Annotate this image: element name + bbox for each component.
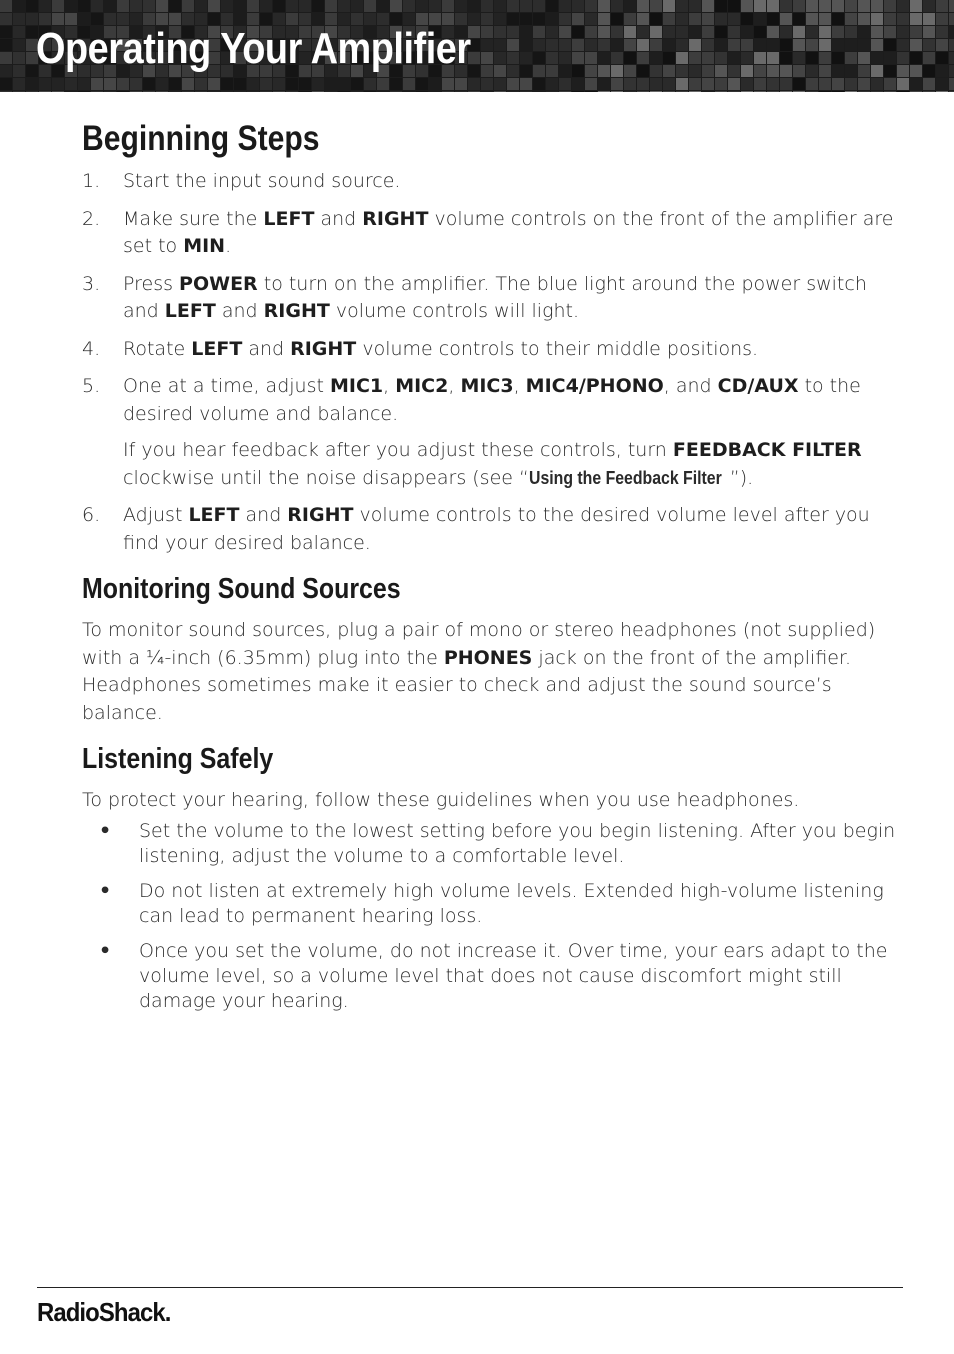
monitoring-heading: Monitoring Sound Sources bbox=[82, 573, 401, 605]
bullet-icon: • bbox=[99, 819, 112, 842]
listening-heading: Listening Safely bbox=[82, 743, 274, 775]
main-content bbox=[82, 114, 896, 1024]
beginning-steps-heading: Beginning Steps bbox=[82, 119, 320, 158]
step-item: 2. Make sure the LEFT and RIGHT volume controls on the front of the amplifier are set to MIN. bbox=[82, 207, 894, 257]
beginning-steps-list bbox=[82, 168, 896, 557]
step-item: 3. Press POWER to turn on the amplifier. The blue light around the power switch and LEFT and RIGHT volume controls will light. bbox=[82, 272, 867, 322]
step5-note: If you hear feedback after you adjust these controls, turn FEEDBACK FILTER clockwise until the noise disappears (see “Using the Feedback Filter ”). bbox=[123, 437, 896, 492]
list-item: • Do not listen at extremely high volume levels. Extended high-volume listening can lead to permanent hearing loss. bbox=[99, 879, 884, 927]
list-item: • Once you set the volume, do not increase it. Over time, your ears adapt to the volume level, so a volume level that does not cause discomfort might still damage your hearing. bbox=[99, 939, 888, 1012]
list-item: • Set the volume to the lowest setting before you begin listening. After you begin listening, adjust the volume to a comfortable level. bbox=[99, 819, 896, 867]
step-item: 4. Rotate LEFT and RIGHT volume controls to their middle positions. bbox=[82, 337, 759, 360]
step-item: 5. One at a time, adjust MIC1, MIC2, MIC3, MIC4/PHONO, and CD/AUX to the desired volume and balance. bbox=[82, 375, 861, 425]
step-item: 6. Adjust LEFT and RIGHT volume controls to the desired volume level after you find your desired balance. bbox=[82, 504, 870, 554]
listening-section bbox=[82, 739, 896, 1014]
listening-bullets bbox=[82, 819, 896, 1014]
header-banner bbox=[0, 0, 954, 92]
bullet-icon: • bbox=[99, 939, 112, 962]
listening-intro: To protect your hearing, follow these guidelines when you use headphones. bbox=[82, 789, 800, 811]
radioshack-logo: RadioShack. bbox=[37, 1297, 171, 1327]
step-item: 1. Start the input sound source. bbox=[82, 170, 401, 192]
monitoring-paragraph: To monitor sound sources, plug a pair of mono or stereo headphones (not supplied) with a ¼-inch (6.35mm) plug into the PHONES jack on the front of the amplifier. Headphones sometimes make it easier to check and adjust the sound source’s balance. bbox=[82, 619, 876, 724]
feedback-filter-reference: Using the Feedback Filter bbox=[528, 467, 722, 488]
monitoring-section bbox=[82, 569, 896, 727]
bullet-icon: • bbox=[99, 879, 112, 902]
footer-rule bbox=[37, 1287, 903, 1288]
page-title: Operating Your Amplifier bbox=[36, 24, 471, 73]
